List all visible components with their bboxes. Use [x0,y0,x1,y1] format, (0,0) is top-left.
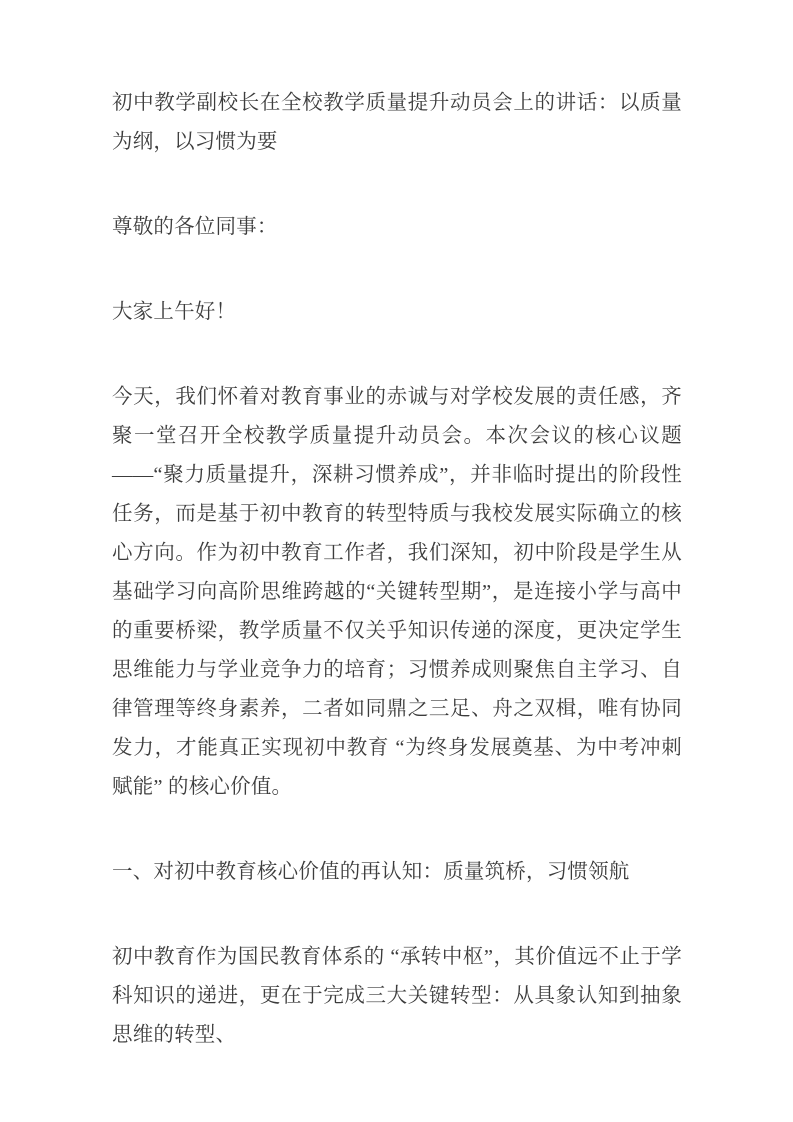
document-title: 初中教学副校长在全校教学质量提升动员会上的讲话：以质量为纲，以习惯为要 [112,92,682,153]
opening-paragraph: 今天，我们怀着对教育事业的赤诚与对学校发展的责任感，齐聚一堂召开全校教学质量提升动员会。本次会议的核心议题 ——“聚力质量提升，深耕习惯养成”，并非临时提出的阶段性任务，而是基于初中教育的转型特质与我校发展实际确立的核心方向。作为初中教育工作者，我们深知，初中阶段是学生从基础学习向高阶思维跨越的“关键转型期”，是连接小学与高中的重要桥梁，教学质量不仅关乎知识传递的深度，更决定学生思维能力与学业竞争力的培育；习惯养成则聚焦自主学习、自律管理等终身素养，二者如同鼎之三足、舟之双楫，唯有协同发力，才能真正实现初中教育 “为终身发展奠基、为中考冲刺赋能” 的核心价值。 [112,386,682,798]
document-body [112,84,682,1055]
section-one-paragraph: 初中教育作为国民教育体系的 “承转中枢”，其价值远不止于学科知识的递进，更在于完成三大关键转型：从具象认知到抽象思维的转型、 [112,946,682,1046]
greeting-line: 大家上午好！ [112,301,237,323]
salutation-line: 尊敬的各位同事： [112,216,278,238]
section-one-heading: 一、对初中教育核心价值的再认知：质量筑桥，习惯领航 [112,861,630,883]
